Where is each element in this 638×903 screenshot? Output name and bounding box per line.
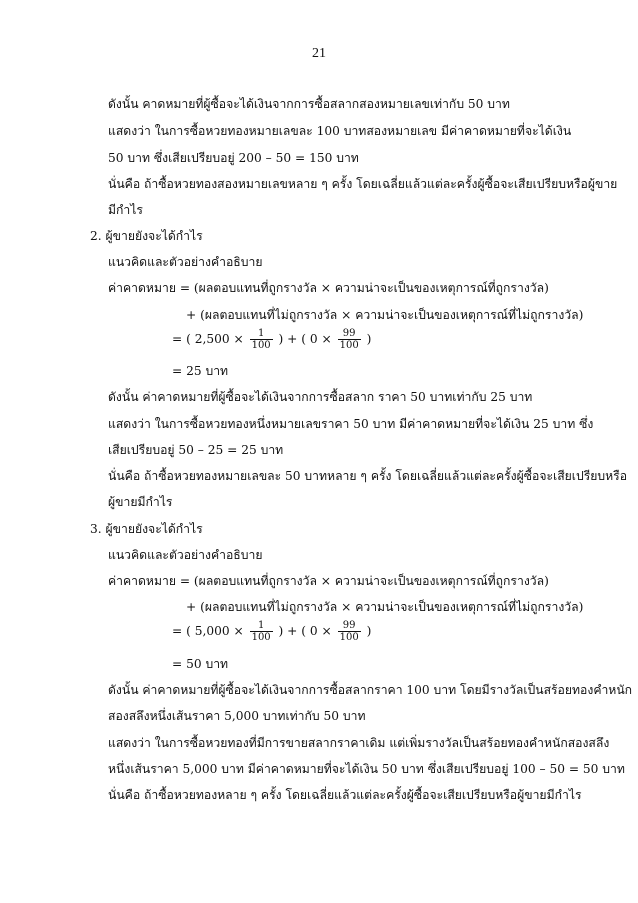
equation-line: ค่าคาดหมาย = (ผลตอบแทนที่ถูกรางวัล × ความน่าจะเป็นของเหตุการณ์ที่ถูกรางวัล) [108,281,549,295]
equation-part: ) [366,624,372,638]
paragraph-line: หนึ่งเส้นราคา 5,000 บาท มีค่าคาดหมายที่จะได้เงิน 50 บาท ซึ่งเสียเปรียบอยู่ 100 – 50 = 50 บาท [108,762,625,776]
fraction-denominator: 100 [251,340,271,351]
equation-part: ) + ( 0 × [278,332,332,346]
page-number: 21 [312,46,326,61]
paragraph-line: ดังนั้น ค่าคาดหมายที่ผู้ซื้อจะได้เงินจากการซื้อสลาก ราคา 50 บาทเท่ากับ 25 บาท [108,390,533,404]
paragraph-line: นั่นคือ ถ้าซื้อหวยทองหลาย ๆ ครั้ง โดยเฉลี่ยแล้วแต่ละครั้งผู้ซื้อจะเสียเปรียบหรือผู้ขายมีกำไร [108,788,582,802]
fraction [250,328,273,351]
paragraph-line: นั่นคือ ถ้าซื้อหวยทองสองหมายเลขหลาย ๆ ครั้ง โดยเฉลี่ยแล้วแต่ละครั้งผู้ซื้อจะเสียเปรียบหรือผู้ขาย [108,177,618,191]
fraction-numerator: 99 [338,328,361,340]
equation-line: + (ผลตอบแทนที่ไม่ถูกรางวัล × ความน่าจะเป็นของเหตุการณ์ที่ไม่ถูกรางวัล) [186,308,584,322]
paragraph-line: แสดงว่า ในการซื้อหวยทองที่มีการขายสลากราคาเดิม แต่เพิ่มรางวัลเป็นสร้อยทองคำหนักสองสลึง [108,736,610,750]
equation-part: = ( 2,500 × [172,332,244,346]
subheading: แนวคิดและตัวอย่างคำอธิบาย [108,548,263,562]
fraction-denominator: 100 [251,632,271,643]
paragraph-line: ดังนั้น ค่าคาดหมายที่ผู้ซื้อจะได้เงินจากการซื้อสลากราคา 100 บาท โดยมีรางวัลเป็นสร้อยทองคำหนัก [108,683,633,697]
section-heading-2: 2. ผู้ขายยังจะได้กำไร [90,229,203,243]
subheading: แนวคิดและตัวอย่างคำอธิบาย [108,255,263,269]
fraction [338,620,361,643]
equation-result: = 50 บาท [172,657,229,671]
paragraph-line: แสดงว่า ในการซื้อหวยทองหนึ่งหมายเลขราคา 50 บาท มีค่าคาดหมายที่จะได้เงิน 25 บาท ซึ่ง [108,417,594,431]
section-heading-3: 3. ผู้ขายยังจะได้กำไร [90,522,203,536]
equation-part: ) [366,332,372,346]
equation-line: + (ผลตอบแทนที่ไม่ถูกรางวัล × ความน่าจะเป็นของเหตุการณ์ที่ไม่ถูกรางวัล) [186,600,584,614]
equation-fraction-line [172,328,371,351]
fraction [338,328,361,351]
equation-fraction-line [172,620,371,643]
paragraph-line: มีกำไร [108,203,143,217]
equation-part: = ( 5,000 × [172,624,244,638]
paragraph-line: สองสลึงหนึ่งเส้นราคา 5,000 บาทเท่ากับ 50 บาท [108,709,366,723]
paragraph-line: เสียเปรียบอยู่ 50 – 25 = 25 บาท [108,443,284,457]
equation-result: = 25 บาท [172,364,229,378]
fraction-numerator: 1 [250,620,273,632]
paragraph-line: ผู้ขายมีกำไร [108,495,173,509]
paragraph-line: ดังนั้น คาดหมายที่ผู้ซื้อจะได้เงินจากการซื้อสลากสองหมายเลขเท่ากับ 50 บาท [108,97,510,111]
fraction-denominator: 100 [339,340,359,351]
paragraph-line: 50 บาท ซึ่งเสียเปรียบอยู่ 200 – 50 = 150 บาท [108,151,359,165]
equation-part: ) + ( 0 × [278,624,332,638]
paragraph-line: แสดงว่า ในการซื้อหวยทองหมายเลขละ 100 บาทสองหมายเลข มีค่าคาดหมายที่จะได้เงิน [108,124,572,138]
fraction [250,620,273,643]
fraction-numerator: 1 [250,328,273,340]
paragraph-line: นั่นคือ ถ้าซื้อหวยทองหมายเลขละ 50 บาทหลาย ๆ ครั้ง โดยเฉลี่ยแล้วแต่ละครั้งผู้ซื้อจะเสียเปรียบหรือ [108,469,628,483]
fraction-denominator: 100 [339,632,359,643]
equation-line: ค่าคาดหมาย = (ผลตอบแทนที่ถูกรางวัล × ความน่าจะเป็นของเหตุการณ์ที่ถูกรางวัล) [108,574,549,588]
fraction-numerator: 99 [338,620,361,632]
